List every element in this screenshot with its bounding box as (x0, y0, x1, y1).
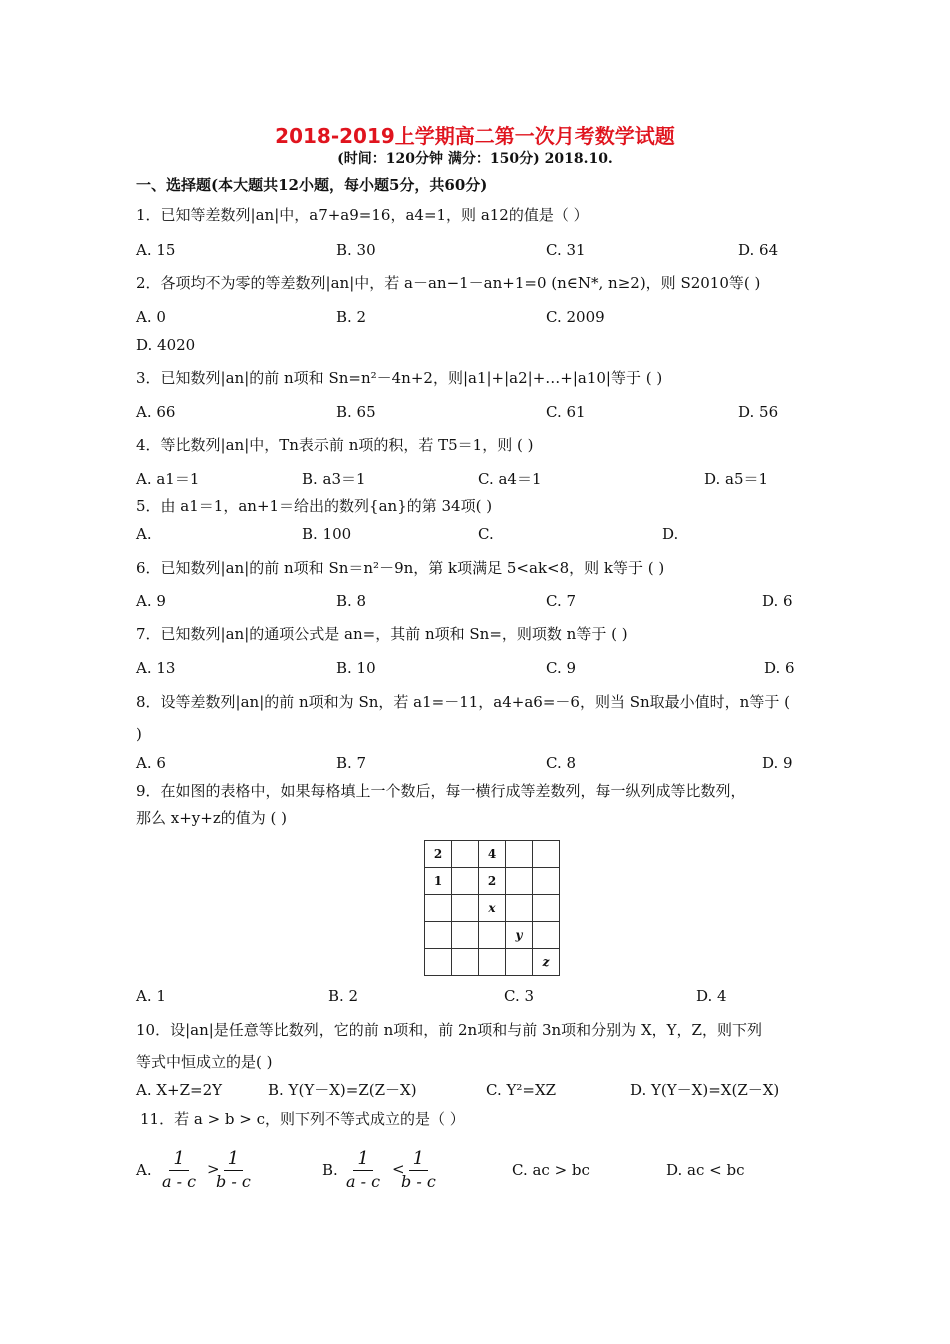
question-4: 4．等比数列|an|中，Tn表示前 n项的积，若 T5＝1，则 ( ) (136, 436, 534, 454)
question-10: 10．设|an|是任意等比数列，它的前 n项和，前 2n项和与前 3n项和分别为 X，Y，Z，则下列 (136, 1021, 762, 1039)
fraction-numerator: 1 (409, 1148, 428, 1171)
grid-cell (533, 922, 560, 949)
q4-option-a: A. a1＝1 (136, 470, 200, 488)
grid-cell: 1 (425, 868, 452, 895)
grid-cell (533, 868, 560, 895)
q6-option-c: C. 7 (546, 592, 577, 610)
question-3: 3．已知数列|an|的前 n项和 Sn=n²－4n+2，则|a1|+|a2|+…+|a10|等于 ( ) (136, 369, 663, 387)
q11-b-fraction-right (401, 1148, 436, 1193)
grid-cell (452, 868, 479, 895)
fraction-numerator: 1 (224, 1148, 243, 1171)
grid-cell-y: y (506, 922, 533, 949)
question-11: 11．若 a > b > c，则下列不等式成立的是（ ） (140, 1110, 465, 1128)
q1-option-b: B. 30 (336, 241, 376, 259)
q1-option-c: C. 31 (546, 241, 586, 259)
q4-option-c: C. a4＝1 (478, 470, 542, 488)
fraction-denominator: b - c (401, 1172, 436, 1191)
question-9-cont: 那么 x+y+z的值为 ( ) (136, 809, 287, 827)
grid-cell (452, 949, 479, 976)
q6-option-d: D. 6 (762, 592, 793, 610)
question-6: 6．已知数列|an|的前 n项和 Sn＝n²－9n，第 k项满足 5<ak<8，则 k等于 ( ) (136, 559, 665, 577)
grid-cell (533, 841, 560, 868)
grid-cell (506, 895, 533, 922)
q2-option-b: B. 2 (336, 308, 367, 326)
grid-cell (452, 895, 479, 922)
number-grid (424, 840, 560, 976)
q8-option-a: A. 6 (136, 754, 166, 772)
q7-option-b: B. 10 (336, 659, 376, 677)
question-8: 8．设等差数列|an|的前 n项和为 Sn，若 a1=－11，a4+a6=－6，则当 Sn取最小值时，n等于 ( (136, 693, 790, 711)
q9-option-c: C. 3 (504, 987, 535, 1005)
q9-option-d: D. 4 (696, 987, 727, 1005)
grid-cell: 2 (479, 868, 506, 895)
q10-option-a: A. X+Z=2Y (136, 1081, 223, 1099)
q8-option-d: D. 9 (762, 754, 793, 772)
grid-cell (533, 895, 560, 922)
fraction-denominator: a - c (346, 1172, 381, 1191)
grid-cell: 4 (479, 841, 506, 868)
q7-option-d: D. 6 (764, 659, 795, 677)
grid-cell-z: z (533, 949, 560, 976)
q11-option-d: D. ac < bc (666, 1161, 745, 1179)
q11-a-fraction-left (162, 1148, 196, 1193)
question-10-cont: 等式中恒成立的是( ) (136, 1053, 273, 1071)
grid-cell (506, 949, 533, 976)
q5-option-d: D. (662, 525, 679, 543)
exam-subtitle: (时间：120分钟 满分：150分) 2018.10. (337, 151, 613, 167)
q11-option-b-label: B. (322, 1161, 338, 1179)
q5-option-b: B. 100 (302, 525, 352, 543)
q11-a-fraction-right (216, 1148, 251, 1193)
q5-option-c: C. (478, 525, 494, 543)
q7-option-c: C. 9 (546, 659, 577, 677)
q10-option-d: D. Y(Y－X)=X(Z－X) (630, 1081, 780, 1099)
grid-cell (479, 949, 506, 976)
question-5: 5．由 a1＝1，an+1＝给出的数列{an}的第 34项( ) (136, 497, 493, 515)
q2-option-c: C. 2009 (546, 308, 605, 326)
fraction-denominator: b - c (216, 1172, 251, 1191)
question-2: 2．各项均不为零的等差数列|an|中，若 a－an−1－an+1=0 (n∈N*, n≥2)，则 S2010等( ) (136, 274, 761, 292)
q1-option-a: A. 15 (136, 241, 176, 259)
question-9: 9．在如图的表格中，如果每格填上一个数后，每一横行成等差数列，每一纵列成等比数列， (136, 782, 746, 800)
q11-b-fraction-left (346, 1148, 380, 1193)
q11-option-c: C. ac > bc (512, 1161, 590, 1179)
q9-option-a: A. 1 (136, 987, 166, 1005)
question-8-cont: ) (136, 725, 142, 743)
section-heading: 一、选择题(本大题共12小题，每小题5分，共60分) (136, 176, 488, 194)
fraction-denominator: a - c (162, 1172, 197, 1191)
q4-option-d: D. a5＝1 (704, 470, 769, 488)
grid-cell (425, 895, 452, 922)
q3-option-a: A. 66 (136, 403, 176, 421)
grid-cell (506, 841, 533, 868)
q11-option-a-label: A. (136, 1161, 152, 1179)
grid-cell (425, 949, 452, 976)
grid-cell (452, 841, 479, 868)
grid-cell (479, 922, 506, 949)
fraction-numerator: 1 (353, 1148, 372, 1171)
grid-cell (425, 922, 452, 949)
q7-option-a: A. 13 (136, 659, 176, 677)
q3-option-b: B. 65 (336, 403, 376, 421)
q3-option-d: D. 56 (738, 403, 779, 421)
q2-option-d: D. 4020 (136, 336, 196, 354)
grid-cell: 2 (425, 841, 452, 868)
exam-title: 2018-2019上学期高二第一次月考数学试题 (275, 124, 675, 148)
q10-option-c: C. Y²=XZ (486, 1081, 557, 1099)
grid-cell-x: x (479, 895, 506, 922)
grid-cell (506, 868, 533, 895)
q8-option-b: B. 7 (336, 754, 367, 772)
q6-option-b: B. 8 (336, 592, 367, 610)
q9-option-b: B. 2 (328, 987, 359, 1005)
q8-option-c: C. 8 (546, 754, 577, 772)
grid-cell (452, 922, 479, 949)
q11-b-relation: < (392, 1160, 405, 1178)
question-7: 7．已知数列|an|的通项公式是 an=，其前 n项和 Sn=，则项数 n等于 ( ) (136, 625, 628, 643)
question-1: 1．已知等差数列|an|中，a7+a9=16，a4=1，则 a12的值是（ ） (136, 206, 589, 224)
q5-option-a: A. (136, 525, 152, 543)
q4-option-b: B. a3＝1 (302, 470, 366, 488)
q2-option-a: A. 0 (136, 308, 166, 326)
q10-option-b: B. Y(Y－X)=Z(Z－X) (268, 1081, 417, 1099)
fraction-numerator: 1 (169, 1148, 188, 1171)
q3-option-c: C. 61 (546, 403, 586, 421)
q6-option-a: A. 9 (136, 592, 166, 610)
q1-option-d: D. 64 (738, 241, 779, 259)
q11-a-relation: > (207, 1160, 220, 1178)
